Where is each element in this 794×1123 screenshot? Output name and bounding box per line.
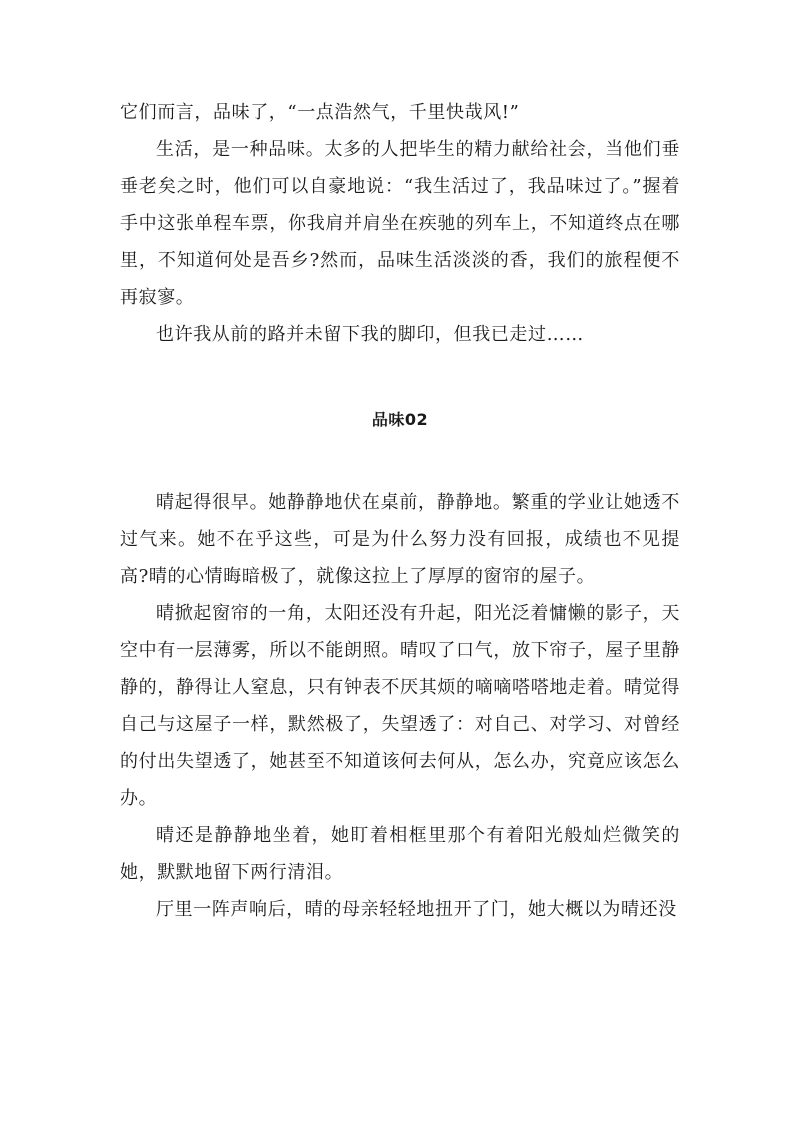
paragraph-life-taste: 生活，是一种品味。太多的人把毕生的精力献给社会，当他们垂垂老矣之时，他们可以自豪地说：“我生活过了，我品味过了。”握着手中这张单程车票，你我肩并肩坐在疾驰的列车上，不知道终点在哪里，不知道何处是吾乡?然而，品味生活淡淡的香，我们的旅程便不再寂寥。 — [120, 139, 680, 308]
paragraph-qing-sitting: 晴还是静静地坐着，她盯着相框里那个有着阳光般灿烂微笑的她，默默地留下两行清泪。 — [120, 825, 680, 883]
paragraph-footprints: 也许我从前的路并未留下我的脚印，但我已走过…… — [156, 324, 584, 345]
section-spacer-top — [120, 353, 680, 401]
section-title: 品味02 — [371, 410, 429, 429]
section-spacer-bottom — [120, 438, 680, 484]
document-page — [120, 94, 680, 928]
paragraph-continuation: 它们而言，品味了，“一点浩然气，千里快哉风!” — [120, 102, 520, 123]
paragraph-mother-door: 厅里一阵声响后，晴的母亲轻轻地扭开了门，她大概以为晴还没 — [156, 899, 677, 920]
paragraph-qing-curtain: 晴掀起窗帘的一角，太阳还没有升起，阳光泛着慵懒的影子，天空中有一层薄雾，所以不能朗照。晴叹了口气，放下帘子，屋子里静静的，静得让人窒息，只有钟表不厌其烦的嘀嘀嗒嗒地走着。晴觉得自己与这屋子一样，默然极了，失望透了：对自己、对学习、对曾经的付出失望透了，她甚至不知道该何去何从，怎么办，究竟应该怎么办。 — [120, 603, 680, 809]
paragraph-qing-early: 晴起得很早。她静静地伏在桌前，静静地。繁重的学业让她透不过气来。她不在乎这些，可是为什么努力没有回报，成绩也不见提高?晴的心情晦暗极了，就像这拉上了厚厚的窗帘的屋子。 — [120, 492, 680, 587]
